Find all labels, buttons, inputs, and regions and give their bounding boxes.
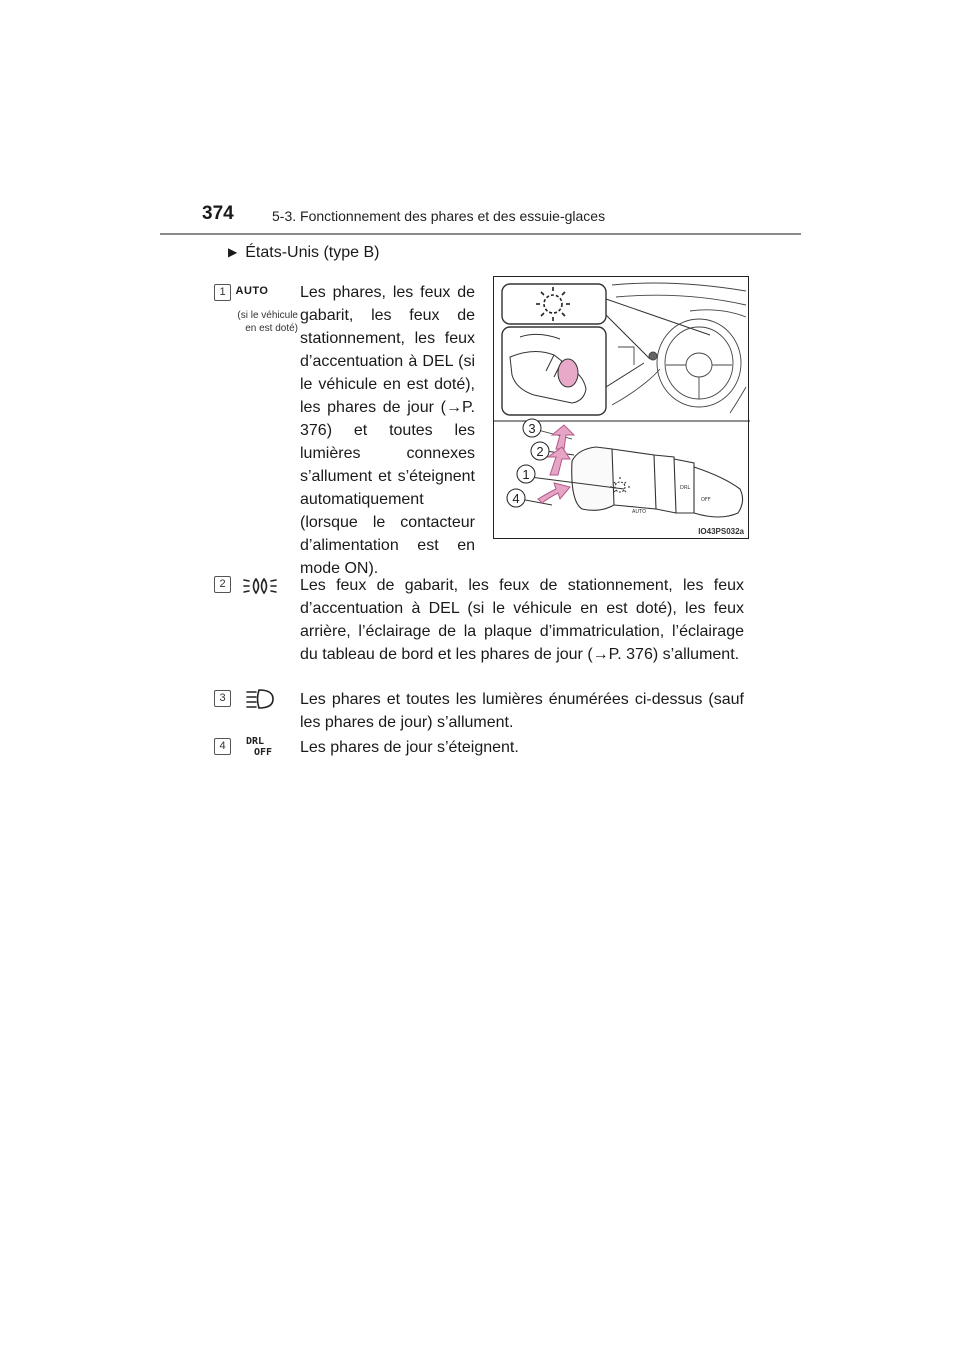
item-1-number: 1 bbox=[214, 284, 231, 301]
page-number: 374 bbox=[202, 203, 234, 224]
item-4-text: Les phares de jour s’éteignent. bbox=[300, 739, 519, 756]
item-2-text: Les feux de gabarit, les feux de stationnement, les feux d’accentuation à DEL (si le véhicule en est doté), les feux arrière, l’éclairage de la plaque d’immatriculation, l’éclairage du tableau de bord et les phares de jour (→P. 376) s’allument. bbox=[300, 577, 744, 663]
item-3-text: Les phares et toutes les lumières énumérées ci-dessus (sauf les phares de jour) s’allument. bbox=[300, 691, 744, 731]
item-2-number: 2 bbox=[214, 576, 231, 593]
figure-drawing bbox=[494, 277, 750, 540]
auto-position-label: AUTO bbox=[235, 285, 269, 297]
figure-switch-label-auto: AUTO bbox=[632, 509, 647, 515]
subsection-title: États-Unis (type B) bbox=[245, 244, 380, 261]
figure-callout-1: 1 bbox=[522, 467, 530, 482]
item-1-text: Les phares, les feux de gabarit, les feux de stationnement, les feux d’accentuation à DEL (si le véhicule en est doté), les phares de jour (→P. 376) et toutes les lumières connexes s’allument et s’éteignent automatiquement (lorsque le contacteur d’alimentation est en mode ON). bbox=[300, 284, 475, 577]
item-3-number: 3 bbox=[214, 690, 231, 707]
figure-switch-label-drl: DRL bbox=[680, 485, 691, 491]
svg-text:OFF: OFF bbox=[254, 747, 273, 758]
figure-callout-4: 4 bbox=[512, 491, 520, 506]
triangle-bullet-icon: ▶ bbox=[228, 245, 238, 259]
figure-callout-3: 3 bbox=[528, 421, 536, 436]
headlight-icon bbox=[245, 688, 275, 710]
figure-code: IO43PS032a bbox=[698, 527, 744, 536]
parking-lights-icon bbox=[243, 576, 277, 596]
subsection-heading bbox=[228, 244, 380, 262]
figure-callout-2: 2 bbox=[536, 444, 544, 459]
item-4-number: 4 bbox=[214, 738, 231, 755]
svg-text:DRL: DRL bbox=[246, 736, 265, 747]
auto-availability-note: (si le véhicule en est doté) bbox=[237, 310, 298, 334]
section-title: 5-3. Fonctionnement des phares et des essuie-glaces bbox=[272, 208, 606, 224]
drl-off-icon bbox=[245, 734, 281, 758]
header-rule bbox=[160, 233, 801, 235]
headlight-switch-figure bbox=[493, 276, 749, 539]
figure-switch-label-off: OFF bbox=[701, 497, 711, 503]
